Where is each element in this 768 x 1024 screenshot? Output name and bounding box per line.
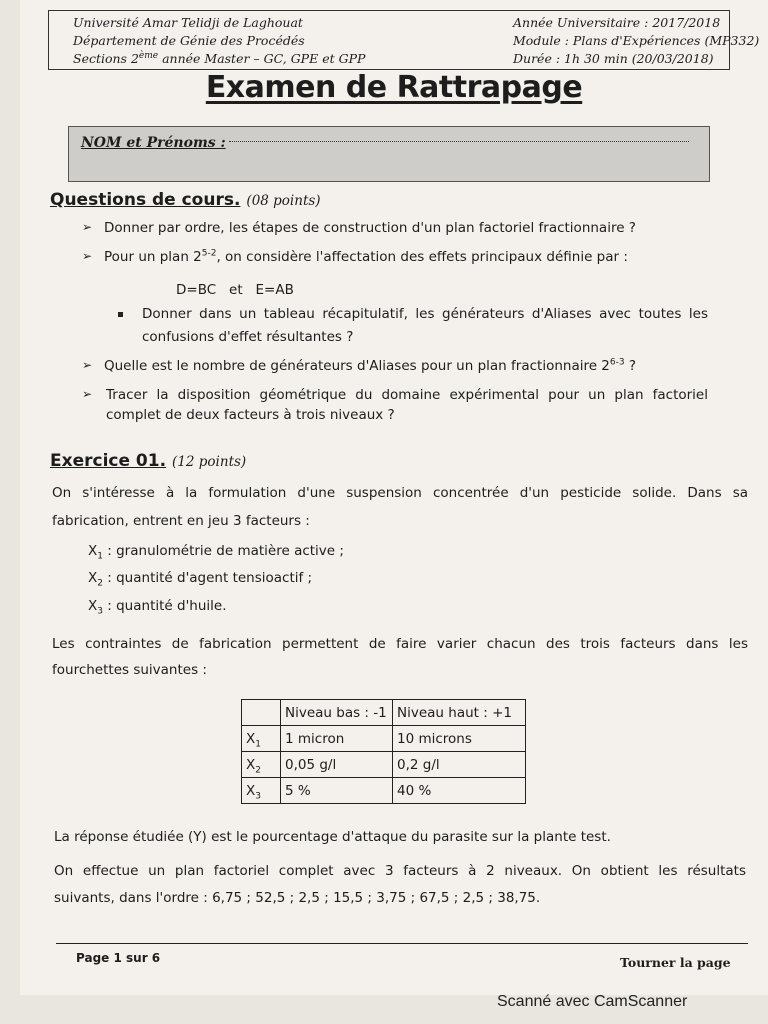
question-1: Donner par ordre, les étapes de construction d'un plan factoriel fractionnaire ? <box>104 220 636 236</box>
table-header-cell <box>242 700 281 726</box>
question-4-line-1: Tracer la disposition géométrique du domaine expérimental pour un plan factoriel <box>106 387 708 403</box>
scanner-watermark: Scanné avec CamScanner <box>497 993 688 1010</box>
exam-title: Examen de Rattrapage <box>205 70 583 105</box>
questions-points: (08 points) <box>246 193 321 209</box>
sections-line: Sections 2ème année Master – GC, GPE et GPP <box>73 50 366 66</box>
exercise-points: (12 points) <box>172 454 247 470</box>
table-cell-low: 5 % <box>281 778 393 804</box>
table-cell-low: 1 micron <box>281 726 393 752</box>
table-row <box>242 778 526 804</box>
table-cell-factor: $X_1$ <box>242 726 281 752</box>
university-name: Université Amar Telidji de Laghouat <box>73 15 303 30</box>
table-header-cell: Niveau bas : -1 <box>281 700 393 726</box>
question-2: Pour un plan 2$^{5-2}$, on considère l'affectation des effets principaux définie par : <box>104 248 628 265</box>
arrow-bullet-icon: ➢ <box>82 358 93 372</box>
question-2-formula: D=BC et E=AB <box>176 282 294 298</box>
exam-page <box>20 0 768 995</box>
question-3: Quelle est le nombre de générateurs d'Aliases pour un plan fractionnaire 2$^{6-3}$ ? <box>104 357 637 374</box>
constraints-line-1: Les contraintes de fabrication permettent de faire varier chacun des trois facteurs dans les <box>52 636 748 652</box>
arrow-bullet-icon: ➢ <box>82 249 93 263</box>
exam-duration: Durée : 1h 30 min (20/03/2018) <box>513 51 714 66</box>
table-header-cell: Niveau haut : +1 <box>393 700 526 726</box>
table-cell-high: 40 % <box>393 778 526 804</box>
footer-divider <box>56 943 748 944</box>
module-name: Module : Plans d'Expériences (MP332) <box>513 33 760 48</box>
table-row <box>242 726 526 752</box>
constraints-line-2: fourchettes suivantes : <box>52 662 207 678</box>
question-2-subline-2: confusions d'effet résultantes ? <box>142 329 354 345</box>
table-cell-factor: $X_3$ <box>242 778 281 804</box>
header-box <box>48 10 760 70</box>
arrow-bullet-icon: ➢ <box>82 387 93 401</box>
name-dotted-line <box>229 141 689 142</box>
table-cell-high: 0,2 g/l <box>393 752 526 778</box>
factor-x1: $X_1$ : granulométrie de matière active ; <box>88 543 344 562</box>
exercise-intro-line-1: On s'intéresse à la formulation d'une suspension concentrée d'un pesticide solide. Dans sa <box>52 485 748 501</box>
page-number: Page 1 sur 6 <box>76 951 161 965</box>
department-name: Département de Génie des Procédés <box>73 33 305 48</box>
arrow-bullet-icon: ➢ <box>82 220 93 234</box>
table-cell-low: 0,05 g/l <box>281 752 393 778</box>
table-cell-high: 10 microns <box>393 726 526 752</box>
factor-x3: $X_3$ : quantité d'huile. <box>88 598 227 617</box>
name-field-box[interactable] <box>68 126 710 182</box>
question-4-line-2: complet de deux facteurs à trois niveaux ? <box>106 407 395 423</box>
table-row <box>242 752 526 778</box>
table-cell-factor: $X_2$ <box>242 752 281 778</box>
plan-line-2: suivants, dans l'ordre : 6,75 ; 52,5 ; 2,5 ; 15,5 ; 3,75 ; 67,5 ; 2,5 ; 38,75. <box>54 890 541 906</box>
factor-x2: $X_2$ : quantité d'agent tensioactif ; <box>88 570 313 589</box>
turn-page-note: Tourner la page <box>620 955 731 970</box>
academic-year: Année Universitaire : 2017/2018 <box>513 15 721 30</box>
table-header-row <box>242 700 526 726</box>
questions-section-title: Questions de cours. (08 points) <box>50 190 321 210</box>
response-line: La réponse étudiée (Y) est le pourcentage d'attaque du parasite sur la plante test. <box>54 829 611 845</box>
question-2-subline-1: Donner dans un tableau récapitulatif, les générateurs d'Aliases avec toutes les <box>142 306 708 322</box>
plan-line-1: On effectue un plan factoriel complet avec 3 facteurs à 2 niveaux. On obtient les résultats <box>54 863 746 879</box>
exercise-intro-line-2: fabrication, entrent en jeu 3 facteurs : <box>52 513 310 529</box>
factor-levels-table <box>241 699 526 804</box>
name-label: NOM et Prénoms : <box>81 135 226 151</box>
exercise-section-title: Exercice 01. (12 points) <box>50 451 247 471</box>
square-bullet-icon <box>118 312 123 317</box>
